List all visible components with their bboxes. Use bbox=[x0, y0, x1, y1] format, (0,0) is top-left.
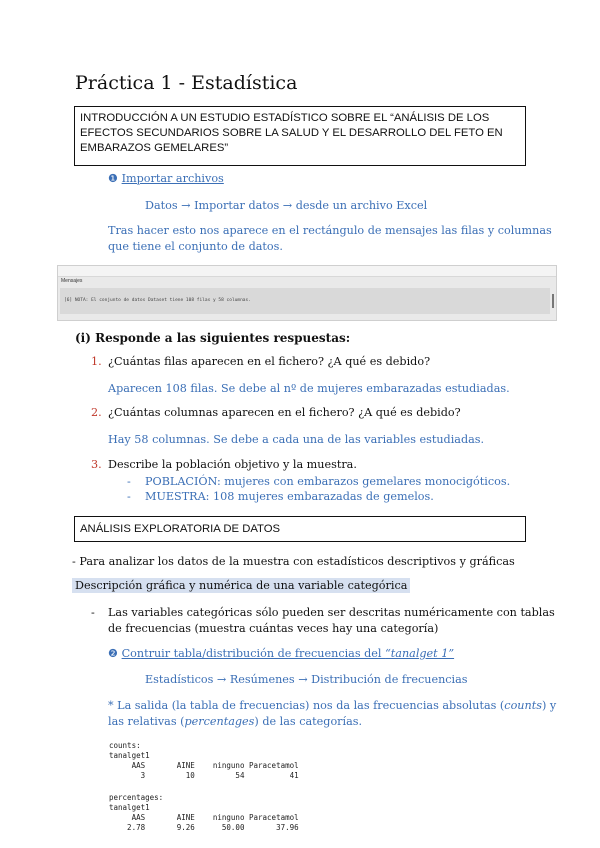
step1-path: Datos → Importar datos → desde un archivo Excel bbox=[145, 199, 428, 212]
bullet-line2: de frecuencias (muestra cuántas veces hay una categoría) bbox=[108, 622, 439, 635]
analysis-intro: - Para analizar los datos de la muestra con estadísticos descriptivos y gráficas bbox=[72, 555, 515, 568]
step2-heading bbox=[108, 647, 454, 660]
q3-bullet-dash: - bbox=[127, 475, 131, 488]
step2-note-a1: * La salida (la tabla de frecuencias) nos da las frecuencias absolutas ( bbox=[108, 699, 505, 712]
output-percentages-header: percentages: bbox=[109, 793, 164, 802]
step1-number: ❶ bbox=[108, 172, 119, 185]
q3-text: Describe la población objetivo y la muestra. bbox=[108, 458, 357, 471]
q1-text: ¿Cuántas filas aparecen en el fichero? ¿A qué es debido? bbox=[108, 355, 431, 368]
frequency-table-link-var: “tanalget 1” bbox=[385, 647, 455, 660]
step1-note-line2: que tiene el conjunto de datos. bbox=[108, 240, 283, 253]
step2-note-percentages: percentages bbox=[184, 715, 255, 728]
output-columns: AAS AINE ninguno Paracetamol bbox=[109, 761, 299, 770]
step2-note-a2: ) y bbox=[541, 699, 557, 712]
output-counts-row: 3 10 54 41 bbox=[109, 771, 299, 780]
step2-note-counts: counts bbox=[504, 699, 542, 712]
analysis-box bbox=[74, 516, 526, 542]
intro-box-text: INTRODUCCIÓN A UN ESTUDIO ESTADÍSTICO SOBRE EL “ANÁLISIS DE LOS EFECTOS SECUNDARIOS SOBRE LA SALUD Y EL DESARROLLO DEL FETO EN EMBARAZOS GEMELARES” bbox=[80, 112, 503, 154]
output-var-name: tanalget1 bbox=[109, 751, 150, 760]
highlighted-subheading: Descripción gráfica y numérica de una variable categórica bbox=[72, 578, 410, 593]
q2-text: ¿Cuántas columnas aparecen en el fichero? ¿A qué es debido? bbox=[108, 406, 461, 419]
bullet-dash: - bbox=[91, 606, 95, 619]
q2-answer: Hay 58 columnas. Se debe a cada una de las variables estudiadas. bbox=[108, 433, 485, 446]
section-i-heading: (i) Responde a las siguientes respuestas: bbox=[75, 331, 351, 345]
messages-panel-header bbox=[58, 266, 556, 277]
q1-answer: Aparecen 108 filas. Se debe al nº de mujeres embarazadas estudiadas. bbox=[108, 382, 510, 395]
output-columns: AAS AINE ninguno Paracetamol bbox=[109, 813, 299, 822]
intro-box bbox=[74, 106, 526, 166]
messages-panel bbox=[57, 265, 557, 321]
step2-note-b1: las relativas ( bbox=[108, 715, 185, 728]
output-percentages-row: 2.78 9.26 50.00 37.96 bbox=[109, 823, 299, 832]
step1-heading bbox=[108, 172, 224, 185]
q2-number: 2. bbox=[91, 406, 102, 419]
q3-number: 3. bbox=[91, 458, 102, 471]
q3-bullet-population: POBLACIÓN: mujeres con embarazos gemelares monocigóticos. bbox=[145, 475, 511, 488]
page-title: Práctica 1 - Estadística bbox=[75, 72, 298, 94]
step2-number: ❷ bbox=[108, 647, 119, 660]
output-var-name: tanalget1 bbox=[109, 803, 150, 812]
q3-bullet-dash: - bbox=[127, 490, 131, 503]
frequency-table-link[interactable] bbox=[122, 647, 454, 660]
step2-note-line2 bbox=[108, 715, 362, 728]
messages-label: Mensajes bbox=[61, 278, 83, 284]
output-counts-header: counts: bbox=[109, 741, 141, 750]
step2-path: Estadísticos → Resúmenes → Distribución de frecuencias bbox=[145, 673, 468, 686]
q3-bullet-sample: MUESTRA: 108 mujeres embarazadas de gemelos. bbox=[145, 490, 434, 503]
analysis-box-text: ANÁLISIS EXPLORATORIA DE DATOS bbox=[80, 523, 281, 535]
messages-text: [6] NOTA: El conjunto de datos Dataset tiene 108 filas y 58 columnas. bbox=[64, 298, 251, 303]
messages-pane[interactable] bbox=[60, 288, 550, 314]
import-files-link[interactable]: Importar archivos bbox=[121, 172, 224, 185]
frequency-table-link-text: Contruir tabla/distribución de frecuencias del bbox=[121, 647, 386, 660]
bullet-line1: Las variables categóricas sólo pueden ser descritas numéricamente con tablas bbox=[108, 606, 555, 619]
messages-scrollbar[interactable] bbox=[552, 294, 554, 308]
step1-note-line1: Tras hacer esto nos aparece en el rectángulo de mensajes las filas y columnas bbox=[108, 224, 552, 237]
q1-number: 1. bbox=[91, 355, 102, 368]
step2-note-line1 bbox=[108, 699, 556, 712]
step2-note-b2: ) de las categorías. bbox=[254, 715, 363, 728]
